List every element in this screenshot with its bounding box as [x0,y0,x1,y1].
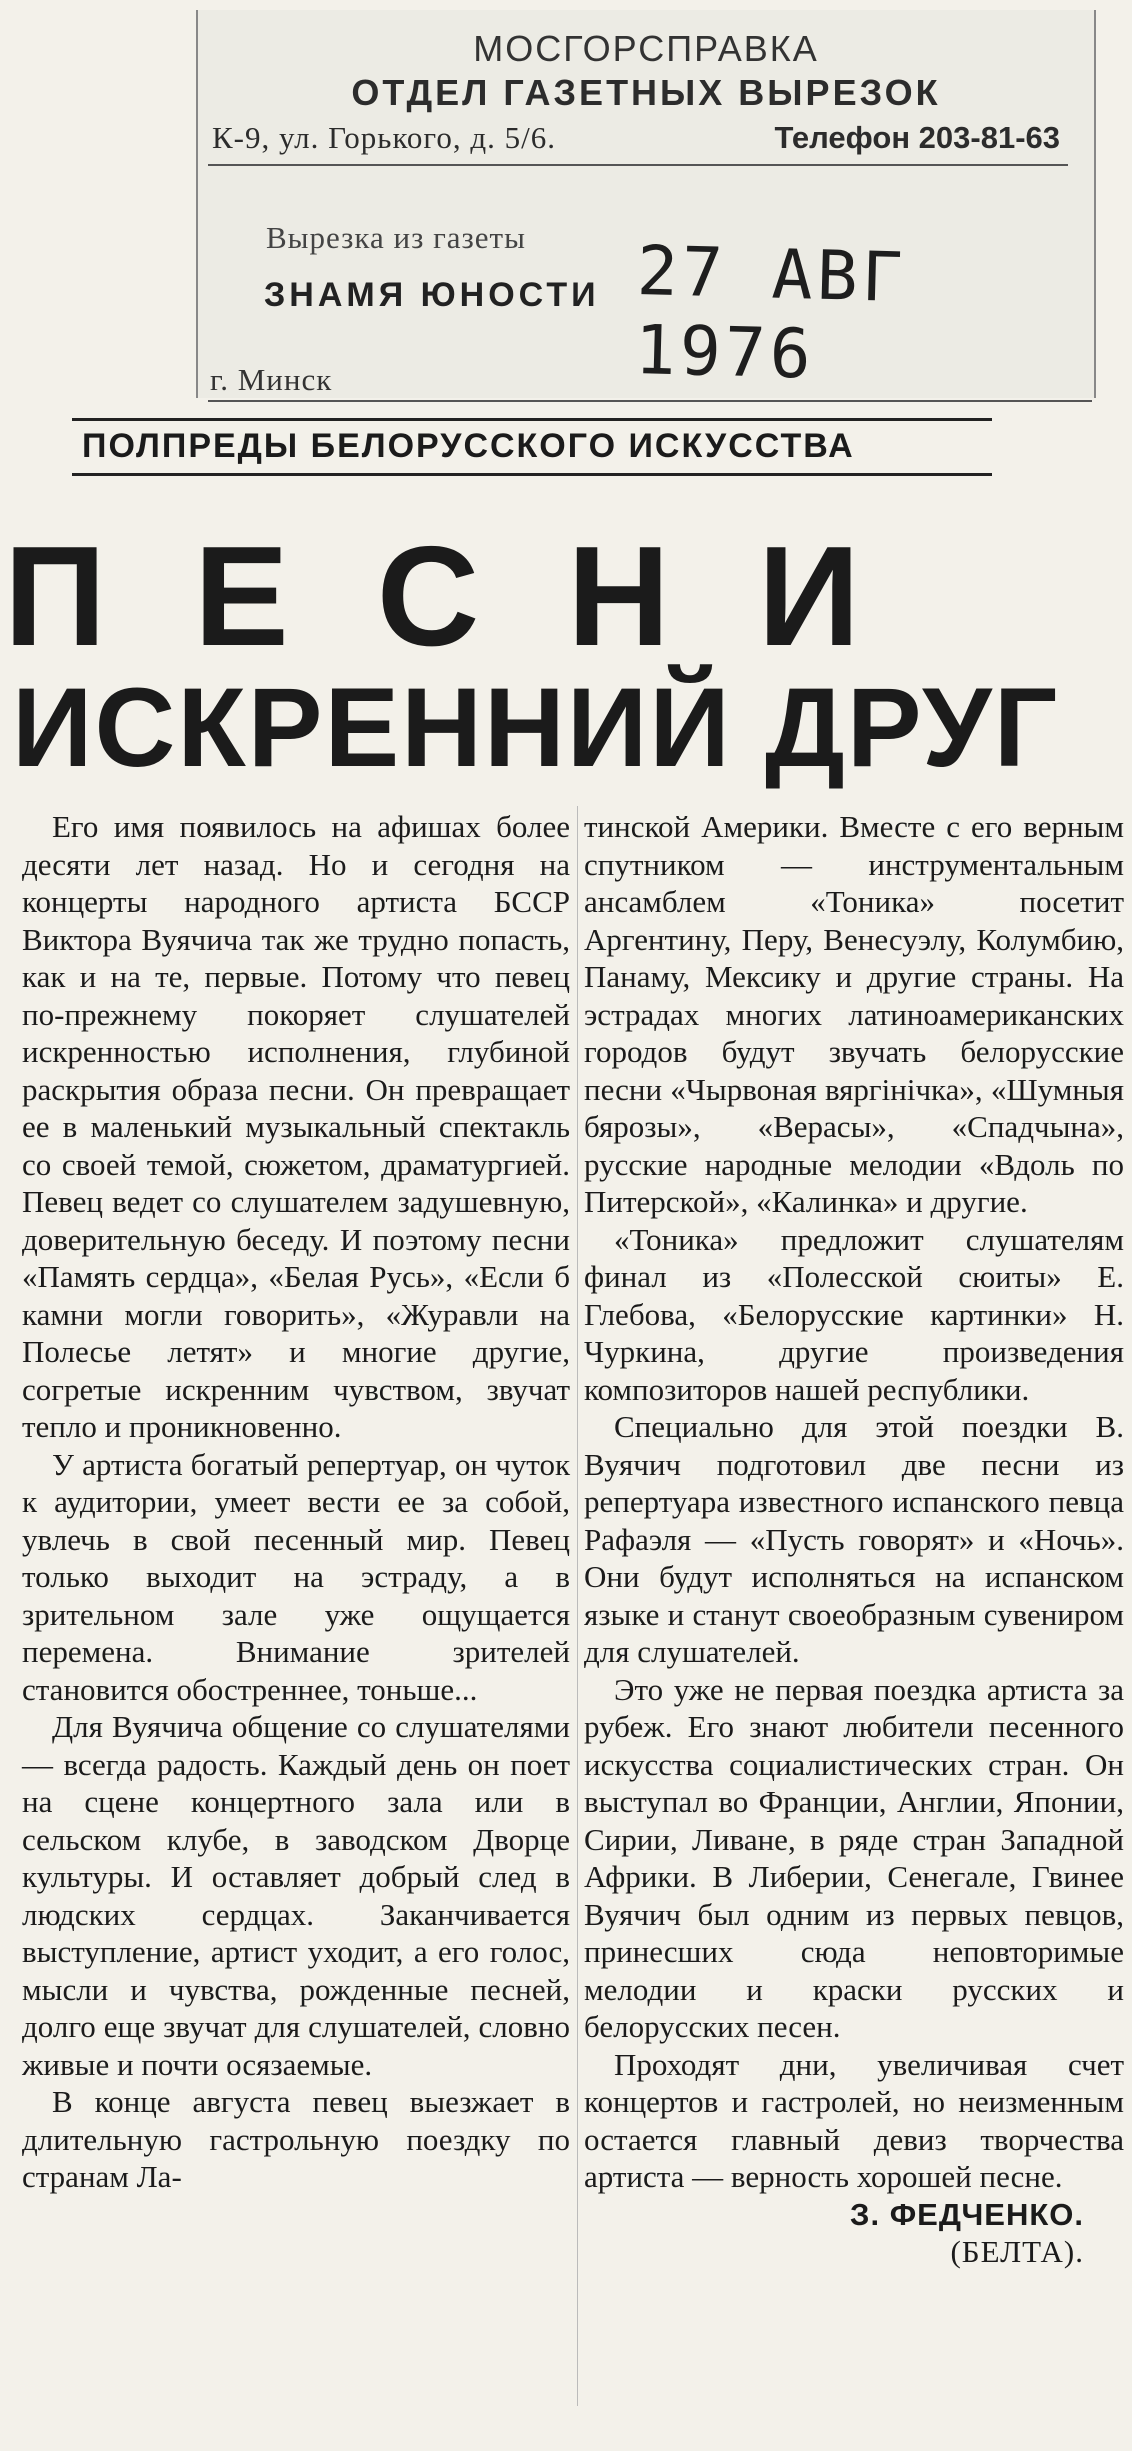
paragraph: Это уже не первая поездка артиста за рубеж. Его знают любители песенного искусства социалистических стран. Он выступал во Франции, Англии, Японии, Сирии, Ливане, в ряде стран Западной Африки. В Либерии, Сенегале, Гвинее Вуячич был одним из первых певцов, принесших сюда неповторимые мелодии и краски русских и белорусских песен. [584,1671,1124,2044]
stamp-newspaper-name: ЗНАМЯ ЮНОСТИ [264,276,600,314]
article-column-left [22,808,570,2196]
article-rubric [72,418,992,476]
news-agency-source: (БЕЛТА). [950,2234,1084,2269]
stamp-clipping-label: Вырезка из газеты [266,220,526,255]
paragraph: Специально для этой поездки В. Вуячич подготовил две песни из репертуара известного испанского певца Рафаэля — «Пусть говорят» и «Ночь». Они будут исполняться на испанском языке и станут своеобразным сувениром для слушателей. [584,1409,1124,1669]
headline-line-1: ПЕСНИ [4,517,948,676]
stamp-divider [208,164,1068,166]
author-signature: З. ФЕДЧЕНКО. [850,2196,1084,2232]
paragraph: В конце августа певец выезжает в длительную гастрольную поездку по странам Ла- [22,2084,570,2194]
archive-stamp [196,10,1096,398]
headline-line-2: ИСКРЕННИЙ ДРУГ [12,665,1060,790]
article-column-right [584,808,1124,2271]
paragraph: Его имя появилось на афишах более десяти лет назад. Но и сегодня на концерты народного артиста БССР Виктора Вуячича так же трудно попасть, как и на те, первые. Потому что певец по-прежнему покоряет слушателей искренностью исполнения, глубиной раскрытия образа песни. Он превращает ее в маленький музыкальный спектакль со своей темой, сюжетом, драматургией. Певец ведет со слушателем задушевную, доверительную беседу. И поэтому песни «Память сердца», «Белая Русь», «Если б камни могли говорить», «Журавли на Полесье летят» и многие другие, согретые искренним чувством, звучат тепло и проникновенно. [22,809,570,1444]
paragraph: Для Вуячича общение со слушателями — всегда радость. Каждый день он поет на сцене концертного зала или в сельском клубе, в заводском Дворце культуры. И оставляет добрый след в людских сердцах. Заканчивается выступление, артист уходит, а его голос, мысли и чувства, рожденные песней, долго еще звучат для слушателей, словно живые и почти осязаемые. [22,1709,570,2082]
rubric-text: ПОЛПРЕДЫ БЕЛОРУССКОГО ИСКУССТВА [82,427,855,465]
paragraph: Проходят дни, увеличивая счет концертов и гастролей, но неизменным остается главный девиз творчества артиста — верность хорошей песне. [584,2046,1124,2194]
stamp-department: ОТДЕЛ ГАЗЕТНЫХ ВЫРЕЗОК [351,72,941,113]
stamp-phone: Телефон 203-81-63 [774,120,1060,155]
paragraph: У артиста богатый репертуар, он чуток к аудитории, умеет вести ее за собой, увлечь в свой песенный мир. Певец только выходит на эстраду, а в зрительном зале уже ощущается перемена. Внимание зрителей становится обостреннее, тоньше... [22,1446,570,1707]
stamp-divider [208,400,1092,402]
paragraph: тинской Америки. Вместе с его верным спутником — инструментальным ансамблем «Тоника» посетит Аргентину, Перу, Венесуэлу, Колумбию, Панаму, Мексику и другие страны. На эстрадах многих латиноамериканских городов будут звучать белорусские песни «Чырвоная вяргінічка», «Шумныя бярозы», «Верасы», «Спадчына», русские народные мелодии «Вдоль по Питерской», «Калинка» и другие. [584,809,1124,1219]
paragraph: «Тоника» предложит слушателям финал из «Полесской сюиты» Е. Глебова, «Белорусские картинки» Н. Чуркина, другие произведения композиторов нашей республики. [584,1221,1124,1407]
column-divider [577,806,578,2406]
stamp-date: 27 АВГ 1976 [633,232,908,395]
stamp-organization: МОСГОРСПРАВКА [473,28,819,69]
stamp-city: г. Минск [210,362,333,397]
stamp-address: К-9, ул. Горького, д. 5/6. [212,120,557,155]
